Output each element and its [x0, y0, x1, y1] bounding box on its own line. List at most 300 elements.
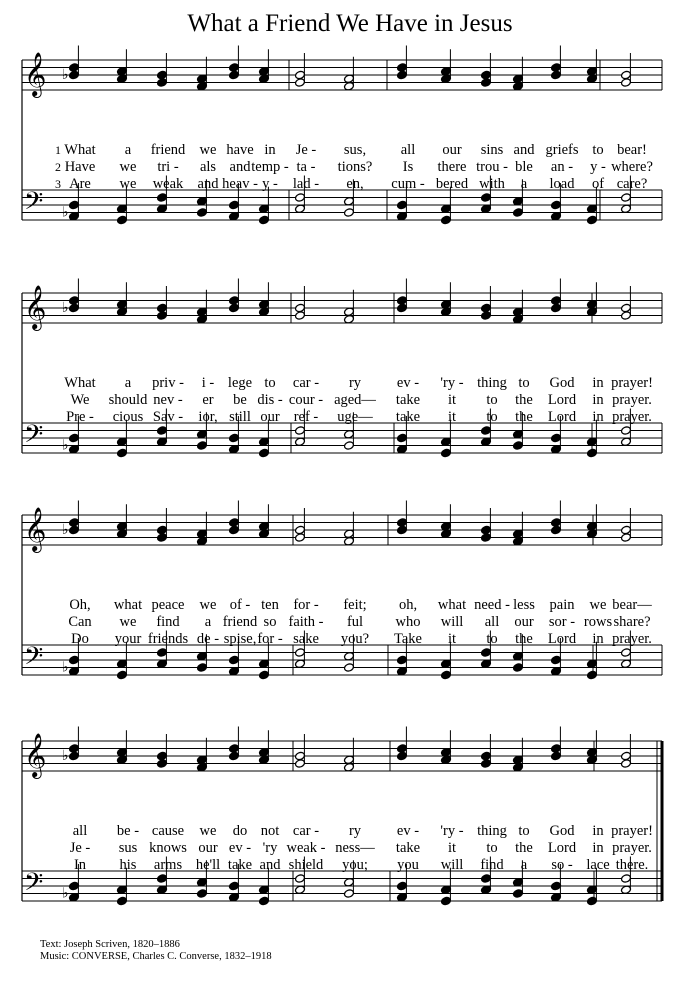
lyric-syllable-3-1-4: ev -	[228, 840, 252, 856]
lyric-syllable-2-1-8: who	[395, 614, 421, 630]
treble-note-2-10-1	[481, 533, 492, 543]
lyric-syllable-3-2-14: there.	[615, 857, 649, 873]
bass-note-0-12-2	[551, 200, 562, 210]
lyric-syllable-1-0-4: lege	[227, 375, 253, 391]
lyric-syllable-1-0-6: car -	[292, 375, 320, 391]
lyric-syllable-2-1-3: a	[204, 614, 212, 630]
treble-key-flat-3: ♭	[62, 748, 69, 764]
lyric-syllable-0-0-13: to	[592, 142, 604, 158]
treble-note-0-8-0	[397, 63, 408, 73]
treble-note-2-2-1	[157, 533, 168, 543]
bass-note-0-4-2	[229, 200, 240, 210]
treble-note-0-2-0	[157, 70, 168, 80]
treble-note-3-4-0	[229, 744, 240, 754]
lyric-syllable-2-0-0: Oh,	[69, 597, 91, 613]
lyric-syllable-2-1-10: all	[484, 614, 500, 630]
lyric-syllable-2-2-14: prayer.	[612, 631, 652, 647]
lyric-syllable-2-1-4: friend	[222, 614, 258, 630]
lyric-syllable-0-0-7: sus,	[343, 142, 367, 158]
treble-note-3-8-0	[397, 744, 408, 754]
bass-note-0-14-2	[621, 193, 632, 203]
lyric-syllable-1-2-5: our	[260, 409, 280, 425]
lyric-syllable-1-0-13: in	[592, 375, 604, 391]
treble-key-flat-0: ♭	[62, 67, 69, 83]
lyric-syllable-0-1-3: als	[199, 159, 217, 175]
treble-note-0-10-0	[481, 70, 492, 80]
bass-note-3-12-2	[551, 881, 562, 891]
lyric-syllable-0-0-8: all	[400, 142, 416, 158]
lyric-syllable-0-0-2: friend	[150, 142, 186, 158]
lyric-syllable-2-2-12: Lord	[547, 631, 577, 647]
bass-note-3-8-2	[397, 881, 408, 891]
lyric-syllable-1-0-8: ev -	[396, 375, 420, 391]
treble-note-0-12-0	[551, 63, 562, 73]
treble-note-2-14-0	[621, 525, 632, 535]
lyric-syllable-2-0-7: feit;	[343, 597, 367, 613]
lyric-syllable-2-0-13: we	[589, 597, 607, 613]
lyric-syllable-3-2-8: you	[397, 857, 419, 873]
lyric-syllable-0-2-12: load	[549, 176, 575, 192]
bass-note-2-13-3	[587, 670, 598, 680]
treble-clef-1: 𝄞	[24, 285, 47, 329]
bass-note-2-2-2	[157, 648, 168, 658]
lyric-syllable-3-0-4: do	[232, 823, 248, 839]
lyric-syllable-3-2-6: shield	[288, 857, 324, 873]
lyric-syllable-1-2-2: Sav -	[152, 409, 184, 425]
bass-note-3-11-3	[513, 889, 524, 899]
lyric-syllable-3-0-8: ev -	[396, 823, 420, 839]
bass-note-3-13-3	[587, 896, 598, 906]
treble-note-0-0-0	[69, 63, 80, 73]
lyric-syllable-1-2-3: ior,	[198, 409, 218, 425]
lyric-syllable-0-1-7: tions?	[337, 159, 373, 175]
bass-note-3-9-3	[441, 896, 452, 906]
lyric-syllable-2-1-2: find	[156, 614, 180, 630]
bass-note-1-3-3	[197, 441, 208, 451]
verse-number-3: 3	[55, 177, 61, 191]
bass-clef-0: 𝄢	[24, 187, 44, 222]
lyric-syllable-0-0-5: in	[264, 142, 276, 158]
treble-note-3-6-0	[295, 751, 306, 761]
treble-note-1-14-1	[621, 311, 632, 321]
bass-note-1-7-3	[344, 441, 355, 451]
bass-note-2-8-2	[397, 655, 408, 665]
treble-clef-2: 𝄞	[24, 507, 47, 551]
credits	[40, 939, 272, 963]
lyric-syllable-3-2-10: find	[480, 857, 504, 873]
bass-note-3-14-2	[621, 874, 632, 884]
lyric-syllable-3-0-6: car -	[292, 823, 320, 839]
lyric-syllable-0-2-13: of	[591, 176, 605, 192]
lyric-syllable-2-0-11: less	[513, 597, 535, 613]
lyric-syllable-1-1-0: We	[70, 392, 90, 408]
bass-note-1-8-2	[397, 433, 408, 443]
bass-note-2-0-2	[69, 655, 80, 665]
bass-note-1-1-3	[117, 448, 128, 458]
bass-note-3-5-3	[259, 896, 270, 906]
lyric-syllable-3-1-12: Lord	[547, 840, 577, 856]
lyric-syllable-2-2-13: in	[592, 631, 604, 647]
lyric-syllable-0-0-10: sins	[480, 142, 504, 158]
lyric-syllable-2-1-14: share?	[613, 614, 651, 630]
treble-note-0-4-0	[229, 63, 240, 73]
lyric-syllable-3-1-8: take	[395, 840, 421, 856]
lyric-syllable-0-1-6: ta -	[296, 159, 316, 175]
lyric-syllable-0-2-7: en,	[346, 176, 364, 192]
lyric-syllable-1-1-3: er	[202, 392, 214, 408]
bass-note-2-7-3	[344, 663, 355, 673]
bass-note-1-4-2	[229, 433, 240, 443]
treble-key-flat-2: ♭	[62, 522, 69, 538]
bass-key-flat-1: ♭	[62, 437, 69, 454]
lyric-syllable-3-1-5: 'ry	[262, 840, 278, 856]
lyric-syllable-3-0-11: to	[518, 823, 530, 839]
treble-note-0-14-0	[621, 70, 632, 80]
bass-note-3-1-3	[117, 896, 128, 906]
bass-note-3-3-3	[197, 889, 208, 899]
treble-note-2-0-1	[69, 525, 80, 535]
treble-note-0-8-1	[397, 70, 408, 80]
lyric-syllable-3-0-9: 'ry -	[440, 823, 464, 839]
lyric-syllable-1-1-1: should	[108, 392, 148, 408]
lyric-syllable-3-1-9: it	[447, 840, 457, 856]
lyric-syllable-0-2-5: y -	[262, 176, 278, 192]
bass-note-0-0-2	[69, 200, 80, 210]
lyric-syllable-3-0-0: all	[72, 823, 88, 839]
lyric-syllable-3-1-2: knows	[149, 840, 187, 856]
treble-note-1-8-0	[397, 296, 408, 306]
bass-note-1-9-3	[441, 448, 452, 458]
bass-note-3-6-2	[295, 874, 306, 884]
lyric-syllable-2-0-14: bear—	[612, 597, 652, 613]
treble-note-0-14-1	[621, 78, 632, 88]
lyric-syllable-0-1-9: there	[437, 159, 467, 175]
treble-note-3-2-1	[157, 759, 168, 769]
bass-clef-2: 𝄢	[24, 642, 44, 677]
treble-note-1-0-0	[69, 296, 80, 306]
lyric-syllable-1-1-2: nev -	[153, 392, 183, 408]
bass-note-0-11-3	[513, 208, 524, 218]
treble-note-1-6-1	[295, 311, 306, 321]
bass-note-2-3-3	[197, 663, 208, 673]
lyric-syllable-0-2-10: with	[479, 176, 505, 192]
treble-note-0-10-1	[481, 78, 492, 88]
lyric-syllable-1-2-14: prayer.	[612, 409, 652, 425]
lyric-syllable-2-1-11: our	[514, 614, 534, 630]
lyric-syllable-2-2-11: the	[515, 631, 533, 647]
lyric-syllable-2-1-5: so	[263, 614, 277, 630]
treble-note-1-12-1	[551, 303, 562, 313]
music-credit: Music: CONVERSE, Charles C. Converse, 1832–1918	[40, 951, 272, 962]
lyric-syllable-1-0-5: to	[264, 375, 276, 391]
treble-note-1-4-0	[229, 296, 240, 306]
lyric-syllable-0-1-12: an -	[550, 159, 574, 175]
lyric-syllable-3-0-14: prayer!	[611, 823, 653, 839]
lyric-syllable-1-1-11: the	[515, 392, 533, 408]
lyric-syllable-1-2-0: Pre -	[66, 409, 94, 425]
bass-key-flat-3: ♭	[62, 885, 69, 902]
treble-note-3-8-1	[397, 751, 408, 761]
lyric-syllable-3-2-9: will	[440, 857, 464, 873]
bass-note-2-12-2	[551, 655, 562, 665]
treble-note-3-10-1	[481, 759, 492, 769]
lyric-syllable-1-1-9: it	[447, 392, 457, 408]
bass-key-flat-0: ♭	[62, 204, 69, 221]
lyric-syllable-1-0-9: 'ry -	[440, 375, 464, 391]
lyric-syllable-2-0-8: oh,	[398, 597, 418, 613]
treble-clef-0: 𝄞	[24, 52, 47, 96]
treble-note-1-4-1	[229, 303, 240, 313]
lyric-syllable-0-1-5: temp -	[251, 159, 289, 175]
lyric-syllable-2-1-7: ful	[346, 614, 364, 630]
lyric-syllable-1-0-11: to	[518, 375, 530, 391]
lyric-syllable-3-1-1: sus	[118, 840, 138, 856]
lyric-syllable-3-2-2: arms	[153, 857, 183, 873]
lyric-syllable-2-2-10: to	[486, 631, 498, 647]
lyric-syllable-0-2-6: lad -	[292, 176, 320, 192]
bass-note-0-8-2	[397, 200, 408, 210]
treble-key-flat-1: ♭	[62, 300, 69, 316]
lyric-syllable-1-1-8: take	[395, 392, 421, 408]
bass-note-2-5-3	[259, 670, 270, 680]
lyric-syllable-0-2-11: a	[520, 176, 528, 192]
lyric-syllable-3-2-11: a	[520, 857, 528, 873]
lyric-syllable-1-2-13: in	[592, 409, 604, 425]
lyric-syllable-3-0-7: ry	[348, 823, 362, 839]
treble-note-2-10-0	[481, 525, 492, 535]
treble-note-1-8-1	[397, 303, 408, 313]
bass-note-3-2-2	[157, 874, 168, 884]
treble-note-3-0-0	[69, 744, 80, 754]
bass-note-1-10-2	[481, 426, 492, 436]
lyric-syllable-0-1-4: and	[229, 159, 251, 175]
bass-clef-1: 𝄢	[24, 420, 44, 455]
treble-note-0-6-1	[295, 78, 306, 88]
lyric-syllable-0-2-4: heav -	[222, 176, 258, 192]
lyric-syllable-3-0-12: God	[549, 823, 575, 839]
treble-note-3-6-1	[295, 759, 306, 769]
lyric-syllable-1-2-11: the	[515, 409, 533, 425]
lyric-syllable-3-1-7: ness—	[335, 840, 375, 856]
treble-note-0-4-1	[229, 70, 240, 80]
lyric-syllable-3-2-13: lace	[586, 857, 610, 873]
bass-note-1-14-2	[621, 426, 632, 436]
treble-note-2-2-0	[157, 525, 168, 535]
lyric-syllable-3-1-14: prayer.	[612, 840, 652, 856]
treble-note-2-14-1	[621, 533, 632, 543]
lyric-syllable-3-1-3: our	[198, 840, 218, 856]
lyric-syllable-3-1-6: weak -	[286, 840, 326, 856]
lyric-syllable-1-1-13: in	[592, 392, 604, 408]
lyric-syllable-2-2-5: for -	[257, 631, 283, 647]
bass-note-0-6-2	[295, 193, 306, 203]
lyric-syllable-3-2-3: he'll	[195, 857, 221, 873]
treble-note-0-6-0	[295, 70, 306, 80]
lyric-syllable-1-2-9: it	[447, 409, 457, 425]
lyric-syllable-2-0-5: ten	[261, 597, 279, 613]
bass-note-2-1-3	[117, 670, 128, 680]
lyric-syllable-0-0-3: we	[199, 142, 217, 158]
treble-clef-3: 𝄞	[24, 733, 47, 777]
lyric-syllable-1-1-14: prayer.	[612, 392, 652, 408]
bass-key-flat-2: ♭	[62, 659, 69, 676]
lyric-syllable-2-1-9: will	[440, 614, 464, 630]
treble-note-2-6-1	[295, 533, 306, 543]
bass-note-0-7-3	[344, 208, 355, 218]
lyric-syllable-0-0-6: Je -	[295, 142, 317, 158]
lyric-syllable-1-0-1: a	[124, 375, 132, 391]
lyric-syllable-1-0-10: thing	[477, 375, 507, 391]
lyric-syllable-2-2-4: spise,	[223, 631, 257, 647]
treble-note-3-4-1	[229, 751, 240, 761]
treble-note-2-0-0	[69, 518, 80, 528]
lyric-syllable-3-2-4: take	[227, 857, 253, 873]
bass-note-2-10-2	[481, 648, 492, 658]
lyric-syllable-2-0-10: need -	[474, 597, 510, 613]
bass-note-0-2-2	[157, 193, 168, 203]
treble-note-1-6-0	[295, 303, 306, 313]
lyric-syllable-1-1-12: Lord	[547, 392, 577, 408]
lyric-syllable-1-2-4: still	[229, 409, 251, 425]
bass-note-1-5-3	[259, 448, 270, 458]
treble-note-1-0-1	[69, 303, 80, 313]
lyric-syllable-1-2-7: uge—	[337, 409, 373, 425]
treble-note-2-6-0	[295, 525, 306, 535]
treble-note-3-0-1	[69, 751, 80, 761]
lyric-syllable-3-2-7: you;	[342, 857, 368, 873]
lyric-syllable-0-0-12: griefs	[545, 142, 579, 158]
treble-note-2-12-0	[551, 518, 562, 528]
lyric-syllable-2-2-8: Take	[394, 631, 422, 647]
lyric-syllable-0-0-0: What	[64, 142, 96, 158]
lyric-syllable-0-2-2: weak	[152, 176, 184, 192]
bass-note-3-10-2	[481, 874, 492, 884]
lyric-syllable-0-0-4: have	[226, 142, 254, 158]
lyric-syllable-2-2-3: de -	[196, 631, 220, 647]
bass-note-0-13-3	[587, 215, 598, 225]
lyric-syllable-3-2-1: his	[119, 857, 137, 873]
lyric-syllable-0-2-0: Are	[69, 176, 91, 192]
treble-note-3-2-0	[157, 751, 168, 761]
lyric-syllable-1-0-14: prayer!	[611, 375, 653, 391]
treble-note-1-12-0	[551, 296, 562, 306]
bass-note-2-14-2	[621, 648, 632, 658]
lyric-syllable-3-2-5: and	[259, 857, 281, 873]
lyric-syllable-1-1-5: dis -	[257, 392, 283, 408]
treble-note-3-10-0	[481, 751, 492, 761]
lyric-syllable-2-2-0: Do	[71, 631, 89, 647]
verse-number-2: 2	[55, 160, 61, 174]
treble-note-0-0-1	[69, 70, 80, 80]
lyric-syllable-3-1-11: the	[515, 840, 533, 856]
bass-note-1-11-3	[513, 441, 524, 451]
lyric-syllable-0-1-11: ble	[515, 159, 533, 175]
lyric-syllable-2-1-13: rows	[583, 614, 613, 630]
bass-note-3-7-3	[344, 889, 355, 899]
lyric-syllable-0-0-1: a	[124, 142, 132, 158]
lyric-syllable-1-0-0: What	[64, 375, 96, 391]
bass-note-2-4-2	[229, 655, 240, 665]
lyric-syllable-1-2-8: take	[395, 409, 421, 425]
treble-note-1-2-1	[157, 311, 168, 321]
lyric-syllable-0-2-1: we	[119, 176, 137, 192]
text-credit: Text: Joseph Scriven, 1820–1886	[40, 939, 180, 950]
bass-note-1-6-2	[295, 426, 306, 436]
lyric-syllable-2-2-7: you?	[340, 631, 370, 647]
lyric-syllable-1-1-7: aged—	[334, 392, 376, 408]
lyric-syllable-3-0-3: we	[199, 823, 217, 839]
verse-number-1: 1	[55, 143, 61, 157]
lyric-syllable-0-2-9: bered	[435, 176, 469, 192]
treble-note-3-14-1	[621, 759, 632, 769]
lyric-syllable-0-2-8: cum -	[391, 176, 425, 192]
bass-note-3-0-2	[69, 881, 80, 891]
lyric-syllable-3-1-10: to	[486, 840, 498, 856]
lyric-syllable-2-1-0: Can	[68, 614, 92, 630]
lyric-syllable-1-1-10: to	[486, 392, 498, 408]
lyric-syllable-0-1-14: where?	[611, 159, 653, 175]
bass-note-3-4-2	[229, 881, 240, 891]
lyric-syllable-2-1-1: we	[119, 614, 137, 630]
bass-note-0-3-3	[197, 208, 208, 218]
lyric-syllable-3-0-1: be -	[116, 823, 140, 839]
lyric-syllable-1-2-10: to	[486, 409, 498, 425]
lyric-syllable-0-2-3: and	[197, 176, 219, 192]
lyric-syllable-0-1-10: trou -	[476, 159, 508, 175]
bass-note-2-11-3	[513, 663, 524, 673]
lyric-syllable-1-0-12: God	[549, 375, 575, 391]
bass-note-1-12-2	[551, 433, 562, 443]
lyric-syllable-2-2-6: sake	[293, 631, 319, 647]
treble-note-2-8-1	[397, 525, 408, 535]
bass-note-2-6-2	[295, 648, 306, 658]
lyric-syllable-3-2-0: In	[73, 857, 87, 873]
bass-note-2-9-3	[441, 670, 452, 680]
lyric-syllable-3-1-13: in	[592, 840, 604, 856]
lyric-syllable-0-1-13: y -	[590, 159, 606, 175]
bass-note-0-1-3	[117, 215, 128, 225]
lyric-syllable-2-0-6: for -	[293, 597, 319, 613]
bass-note-0-10-2	[481, 193, 492, 203]
lyric-syllable-3-0-2: cause	[151, 823, 185, 839]
treble-note-0-2-1	[157, 78, 168, 88]
lyric-syllable-3-0-5: not	[260, 823, 280, 839]
lyric-syllable-2-0-1: what	[113, 597, 143, 613]
bass-clef-3: 𝄢	[24, 868, 44, 903]
treble-note-1-2-0	[157, 303, 168, 313]
lyric-syllable-3-0-10: thing	[477, 823, 507, 839]
lyric-syllable-1-0-3: i -	[201, 375, 215, 391]
bass-note-1-13-3	[587, 448, 598, 458]
hymn-title: What a Friend We Have in Jesus	[187, 10, 513, 37]
bass-note-0-9-3	[441, 215, 452, 225]
lyric-syllable-2-0-9: what	[437, 597, 467, 613]
lyric-syllable-0-0-9: our	[442, 142, 462, 158]
lyric-syllable-2-1-12: sor -	[548, 614, 576, 630]
lyric-syllable-2-2-1: your	[114, 631, 142, 647]
treble-note-2-12-1	[551, 525, 562, 535]
lyric-syllable-3-2-12: so -	[551, 857, 573, 873]
lyric-syllable-1-0-7: ry	[348, 375, 362, 391]
treble-note-1-10-0	[481, 303, 492, 313]
treble-note-1-10-1	[481, 311, 492, 321]
treble-note-1-14-0	[621, 303, 632, 313]
lyric-syllable-2-0-3: we	[199, 597, 217, 613]
lyric-syllable-0-1-8: Is	[402, 159, 414, 175]
lyric-syllable-0-1-1: we	[119, 159, 137, 175]
treble-note-0-12-1	[551, 70, 562, 80]
lyric-syllable-1-2-12: Lord	[547, 409, 577, 425]
